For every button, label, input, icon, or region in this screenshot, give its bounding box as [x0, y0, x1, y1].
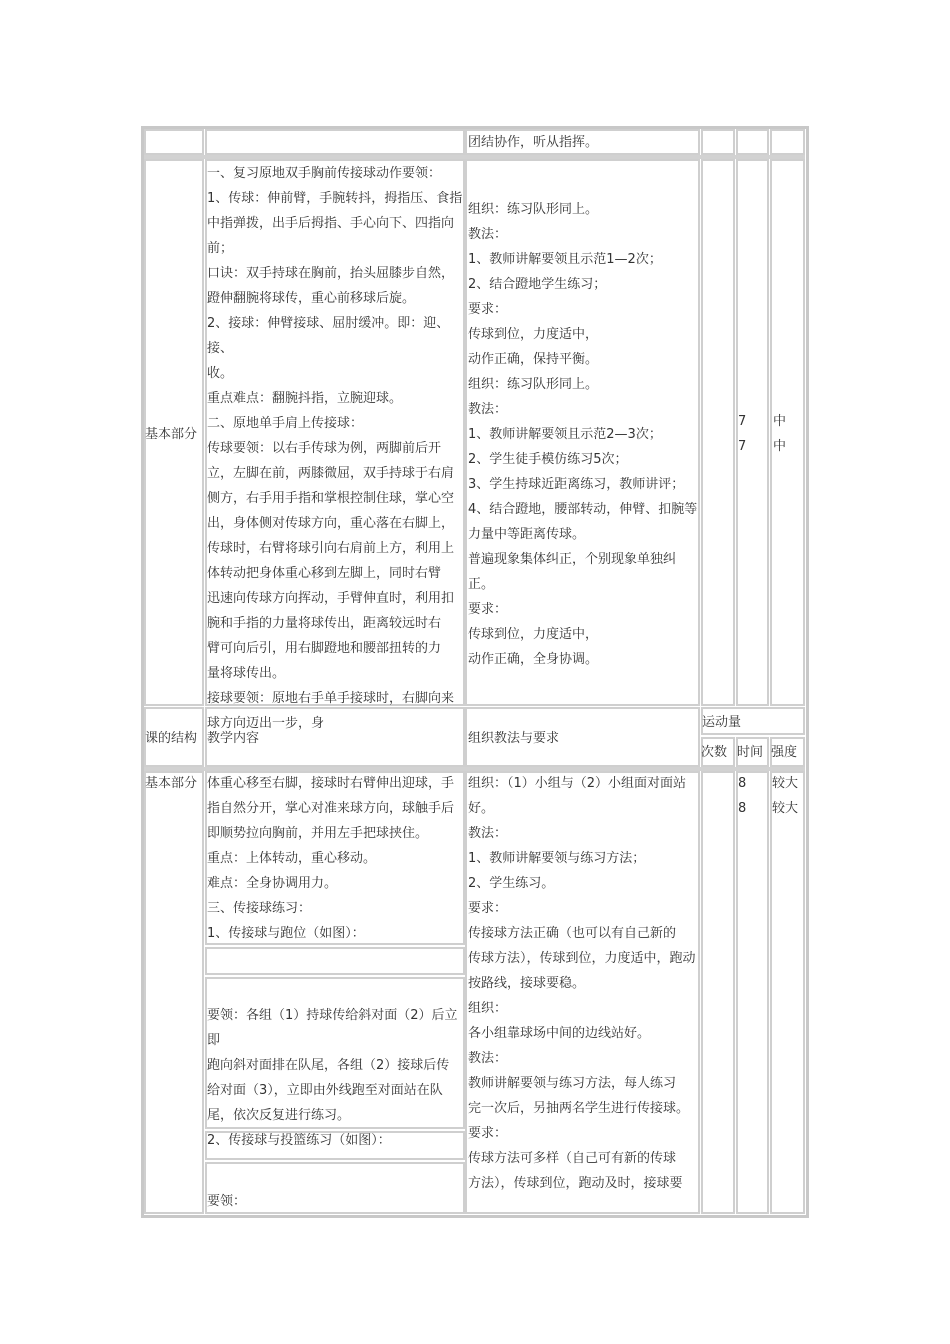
text-line: 1、传接球与跑位（如图）： — [207, 926, 365, 941]
row3-time-cell — [736, 771, 769, 1214]
text-line: 力量中等距离传球。 — [468, 527, 586, 542]
text-line: 方法），传球到位，跑动及时，接球要 — [468, 1176, 683, 1191]
text-line: 传球时，右臂将球引向右肩前上方，利用上 — [207, 541, 455, 556]
text-line: 跑向斜对面排在队尾，各组（2）接球后传 — [207, 1058, 450, 1073]
row1-structure-cell — [144, 129, 204, 155]
text-line: 前； — [207, 241, 234, 256]
row2-intensity-1: 中 — [773, 414, 787, 429]
text-line: 要领：各组（1）持球传给斜对面（2）后立即 — [207, 1008, 458, 1048]
row2-intensity-2: 中 — [773, 439, 787, 454]
text-line: 组织：（1）小组与（2）小组面对面站 — [468, 776, 687, 791]
header-intensity: 强度 — [771, 745, 798, 760]
row1-time-cell — [736, 129, 769, 155]
text-line: 量将球传出。 — [207, 666, 286, 681]
text-line: 3、学生持球近距离练习，教师讲评； — [468, 477, 685, 492]
text-line: 腕和手指的力量将球传出，距离较远时右 — [207, 616, 442, 631]
text-line: 教法： — [468, 826, 508, 841]
text-line: 体转动把身体重心移到左脚上，同时右臂 — [207, 566, 442, 581]
header-load: 运动量 — [702, 715, 742, 730]
text-line: 传球方法），传球到位，力度适中，跑动 — [468, 951, 696, 966]
header-structure: 课的结构 — [145, 731, 198, 746]
text-line: 臂可向后引，用右脚蹬地和腰部扭转的力 — [207, 641, 442, 656]
text-line: 传球到位，力度适中， — [468, 327, 599, 342]
text-line: 完一次后，另抽两名学生进行传接球。 — [468, 1101, 690, 1116]
header-method-cell — [465, 707, 700, 767]
text-line: 重点：上体转动，重心移动。 — [207, 851, 377, 866]
text-line: 组织： — [468, 1001, 508, 1016]
row2-structure-cell — [144, 159, 204, 706]
text-line: 要求： — [468, 901, 508, 916]
text-line: 教法： — [468, 227, 508, 242]
header-count-cell — [701, 737, 735, 767]
row3-intensity-2: 较大 — [772, 801, 799, 816]
text-line: 1、传球：伸前臂，手腕转抖，拇指压、食指 — [207, 191, 463, 206]
text-line: 侧方，右手用手指和掌根控制住球，掌心空 — [207, 491, 455, 506]
row2-time-cell — [736, 159, 769, 706]
text-line: 要求： — [468, 602, 508, 617]
header-structure-cell — [144, 707, 204, 767]
header-intensity-cell — [770, 737, 805, 767]
text-line: 传球要领：以右手传球为例，两脚前后开 — [207, 441, 442, 456]
row1-method-cell — [465, 129, 700, 155]
text-line: 1、教师讲解要领与练习方法； — [468, 851, 646, 866]
text-line: 重点难点：翻腕抖指，立腕迎球。 — [207, 391, 403, 406]
header-content-cell — [205, 707, 465, 767]
row3-structure-label: 基本部分 — [145, 776, 198, 791]
text-line: 动作正确，全身协调。 — [468, 652, 599, 667]
row3-time-1: 8 — [738, 776, 747, 791]
text-line: 传接球方法正确（也可以有自己新的 — [468, 926, 677, 941]
text-line: 传球方法可多样（自己可有新的传球 — [468, 1151, 677, 1166]
text-line: 正。 — [468, 577, 495, 592]
text-line: 迅速向传球方向挥动，手臂伸直时，利用扣 — [207, 591, 455, 606]
row3-content-text-c: 要领： — [207, 1194, 247, 1209]
row3-count-cell — [701, 771, 735, 1214]
text-line: 教法： — [468, 402, 508, 417]
text-line: 接球要领：原地右手单手接球时，右脚向来 — [207, 691, 455, 706]
row2-intensity-cell — [770, 159, 805, 706]
text-line: 三、传接球练习： — [207, 901, 312, 916]
text-line: 动作正确，保持平衡。 — [468, 352, 599, 367]
row1-intensity-cell — [770, 129, 805, 155]
row3-content-cell-a — [205, 771, 465, 945]
text-line: 体重心移至右脚，接球时右臂伸出迎球，手 — [207, 776, 455, 791]
text-line: 立，左脚在前，两膝微屈，双手持球于右肩 — [207, 466, 455, 481]
text-line: 给对面（3），立即由外线跑至对面站在队 — [207, 1083, 443, 1098]
text-line: 各小组靠球场中间的边线站好。 — [468, 1026, 651, 1041]
row3-structure-cell — [144, 771, 204, 1214]
row2-time-1: 7 — [738, 414, 747, 429]
text-line: 1、教师讲解要领且示范2—3次； — [468, 427, 662, 442]
row3-method-cell — [465, 771, 700, 1214]
text-line: 教法： — [468, 1051, 508, 1066]
row2-count-cell — [701, 159, 735, 706]
row1-method-text: 团结协作，听从指挥。 — [468, 135, 599, 150]
row2-method-text — [468, 197, 698, 672]
text-line: 2、传接球与投篮练习（如图）： — [207, 1133, 391, 1148]
row1-count-cell — [701, 129, 735, 155]
header-count: 次数 — [701, 745, 728, 760]
text-line: 中指弹拨，出手后拇指、手心向下、四指向 — [207, 216, 455, 231]
text-line: 指自然分开，掌心对准来球方向，球触手后 — [207, 801, 455, 816]
text-line: 出，身体侧对传球方向，重心落在右脚上， — [207, 516, 455, 531]
row2-method-cell — [465, 159, 700, 706]
row2-time-2: 7 — [738, 439, 747, 454]
header-time-cell — [736, 737, 769, 767]
row3-intensity-cell — [770, 771, 805, 1214]
text-line: 按路线，接球要稳。 — [468, 976, 586, 991]
row3-method-text — [468, 771, 698, 1196]
text-line: 2、结合蹬地学生练习； — [468, 277, 607, 292]
text-line: 2、学生徒手模仿练习5次； — [468, 452, 628, 467]
row1-content-cell — [205, 129, 465, 155]
row2-structure-label: 基本部分 — [145, 427, 198, 442]
row3-intensity-1: 较大 — [772, 776, 799, 791]
row3-diagram-1-cell — [205, 947, 465, 975]
text-line: 蹬伸翻腕将球传，重心前移球后旋。 — [207, 291, 416, 306]
text-line: 4、结合蹬地，腰部转动，伸臂、扣腕等 — [468, 502, 698, 517]
text-line: 教师讲解要领与练习方法，每人练习 — [468, 1076, 677, 1091]
text-line: 好。 — [468, 801, 495, 816]
header-content: 教学内容 — [207, 731, 260, 746]
text-line: 组织：练习队形同上。 — [468, 202, 599, 217]
text-line: 组织：练习队形同上。 — [468, 377, 599, 392]
text-line: 难点：全身协调用力。 — [207, 876, 338, 891]
text-line: 传球到位，力度适中， — [468, 627, 599, 642]
row3-content-cell-c — [205, 1162, 465, 1214]
row2-content-cell — [205, 159, 465, 731]
text-line: 即顺势拉向胸前，并用左手把球挟住。 — [207, 826, 429, 841]
header-method: 组织教法与要求 — [468, 731, 560, 746]
text-line: 要求： — [468, 302, 508, 317]
text-line: 球方向迈出一步，身 — [207, 716, 325, 731]
header-load-cell — [701, 707, 805, 735]
row3-content-text-a — [207, 771, 463, 946]
text-line: 2、接球：伸臂接球、屈肘缓冲。即：迎、接、 — [207, 316, 450, 356]
row3-content-cell-b — [205, 977, 465, 1148]
text-line: 普遍现象集体纠正，个别现象单独纠 — [468, 552, 677, 567]
row2-content-text — [207, 161, 463, 736]
row3-diagram-2-cell — [205, 1131, 465, 1160]
row3-time-2: 8 — [738, 801, 747, 816]
text-line: 2、学生练习。 — [468, 876, 555, 891]
text-line: 二、原地单手肩上传接球： — [207, 416, 364, 431]
text-line: 一、复习原地双手胸前传接球动作要领： — [207, 166, 442, 181]
text-line: 尾，依次反复进行练习。 — [207, 1108, 351, 1123]
text-line: 口诀：双手持球在胸前，抬头屈膝步自然， — [207, 266, 455, 281]
header-time: 时间 — [737, 745, 764, 760]
text-line: 要求： — [468, 1126, 508, 1141]
text-line: 1、教师讲解要领且示范1—2次； — [468, 252, 662, 267]
text-line: 收。 — [207, 366, 234, 381]
